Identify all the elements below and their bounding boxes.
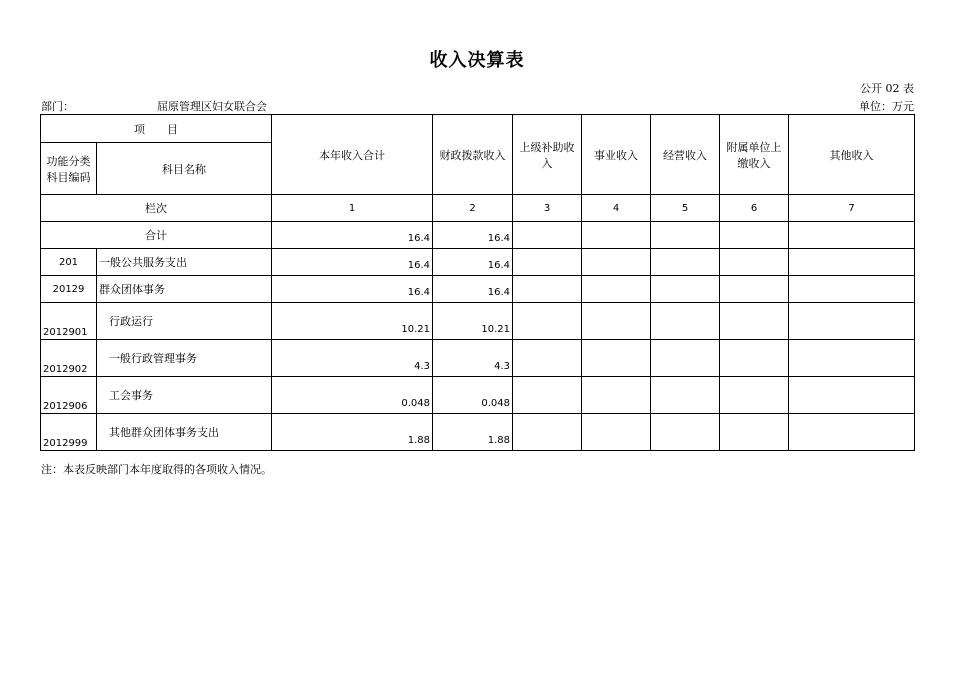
header-operating: 经营收入: [651, 115, 720, 195]
table-row: [41, 414, 915, 451]
row-fiscal: 16.4: [433, 249, 513, 276]
row-code: 2012999: [41, 414, 97, 451]
table-footnote: 注：本表反映部门本年度取得的各项收入情况。: [41, 463, 272, 476]
header-other: 其他收入: [789, 115, 915, 195]
index-row: [41, 195, 915, 222]
index-col: 6: [720, 195, 789, 222]
income-table: [40, 114, 915, 451]
row-total: 0.048: [272, 377, 433, 414]
row-code: 2012901: [41, 303, 97, 340]
header-fiscal: 财政拨款收入: [433, 115, 513, 195]
row-name: 工会事务: [97, 377, 272, 414]
header-superior: 上级补助收入: [513, 115, 582, 195]
row-fiscal: 16.4: [433, 276, 513, 303]
department-label: 部门：: [41, 100, 74, 113]
row-code: 2012902: [41, 340, 97, 377]
index-col: 2: [433, 195, 513, 222]
index-col: 1: [272, 195, 433, 222]
total-amount: 16.4: [272, 222, 433, 249]
department-name: 屈原管理区妇女联合会: [157, 100, 267, 113]
table-row: [41, 340, 915, 377]
table-row: [41, 303, 915, 340]
index-col: 5: [651, 195, 720, 222]
header-affiliated: 附属单位上缴收入: [720, 115, 789, 195]
header-business: 事业收入: [582, 115, 651, 195]
form-number: 公开 02 表: [860, 82, 914, 95]
row-name: 行政运行: [97, 303, 272, 340]
row-total: 4.3: [272, 340, 433, 377]
table-row: [41, 249, 915, 276]
row-fiscal: 10.21: [433, 303, 513, 340]
total-fiscal: 16.4: [433, 222, 513, 249]
row-total: 16.4: [272, 249, 433, 276]
total-row: [41, 222, 915, 249]
index-label: 栏次: [41, 195, 272, 222]
total-label: 合计: [41, 222, 272, 249]
header-total: 本年收入合计: [272, 115, 433, 195]
index-col: 4: [582, 195, 651, 222]
row-total: 1.88: [272, 414, 433, 451]
row-code: 2012906: [41, 377, 97, 414]
row-code: 201: [41, 249, 97, 276]
row-name: 其他群众团体事务支出: [97, 414, 272, 451]
row-code: 20129: [41, 276, 97, 303]
header-item: 项 目: [41, 115, 272, 143]
index-col: 7: [789, 195, 915, 222]
header-row-1: [41, 115, 915, 143]
index-col: 3: [513, 195, 582, 222]
row-fiscal: 1.88: [433, 414, 513, 451]
row-fiscal: 4.3: [433, 340, 513, 377]
row-fiscal: 0.048: [433, 377, 513, 414]
row-total: 10.21: [272, 303, 433, 340]
header-code: 功能分类科目编码: [41, 143, 97, 195]
row-total: 16.4: [272, 276, 433, 303]
unit-label: 单位：万元: [859, 100, 914, 113]
row-name: 群众团体事务: [97, 276, 272, 303]
table-row: [41, 276, 915, 303]
page-title: 收入决算表: [429, 50, 525, 71]
row-name: 一般行政管理事务: [97, 340, 272, 377]
header-name: 科目名称: [97, 143, 272, 195]
table-row: [41, 377, 915, 414]
row-name: 一般公共服务支出: [97, 249, 272, 276]
